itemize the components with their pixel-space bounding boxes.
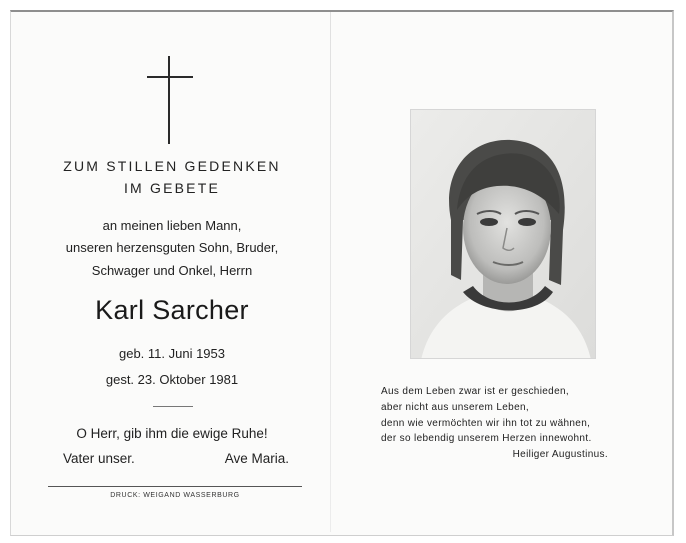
portrait-photo	[410, 109, 596, 359]
vater-unser: Vater unser.	[63, 451, 135, 466]
ave-maria: Ave Maria.	[224, 451, 289, 466]
dedication-line-3: Schwager und Onkel, Herrn	[91, 263, 253, 278]
heading-line-2: IM GEBETE	[123, 180, 221, 196]
dedication-line-2: unseren herzensguten Sohn, Bruder,	[65, 240, 279, 255]
quote-line-1: Aus dem Leben zwar ist er geschieden,	[381, 386, 570, 397]
dedication-line-1: an meinen lieben Mann,	[102, 218, 242, 233]
deceased-name: Karl Sarcher	[95, 295, 249, 325]
bottom-divider	[48, 486, 302, 487]
divider	[153, 406, 193, 407]
heading-line-1: ZUM STILLEN GEDENKEN	[63, 158, 281, 174]
printer-credit: DRUCK: WEIGAND WASSERBURG	[110, 492, 240, 499]
quote-block	[381, 384, 621, 463]
death-date: gest. 23. Oktober 1981	[105, 372, 239, 387]
cross-icon	[147, 56, 193, 146]
card-fold	[330, 12, 331, 532]
prayer-line: O Herr, gib ihm die ewige Ruhe!	[76, 426, 268, 441]
birth-date: geb. 11. Juni 1953	[118, 346, 225, 361]
portrait-image	[411, 110, 596, 359]
quote-line-2: aber nicht aus unserem Leben,	[381, 401, 530, 413]
quote-attribution: Heiliger Augustinus.	[512, 449, 608, 461]
quote-line-4: der so lebendig unserem Herzen innewohnt.	[381, 433, 592, 445]
quote-line-3: denn wie vermöchten wir ihn tot zu wähnen,	[381, 417, 591, 429]
